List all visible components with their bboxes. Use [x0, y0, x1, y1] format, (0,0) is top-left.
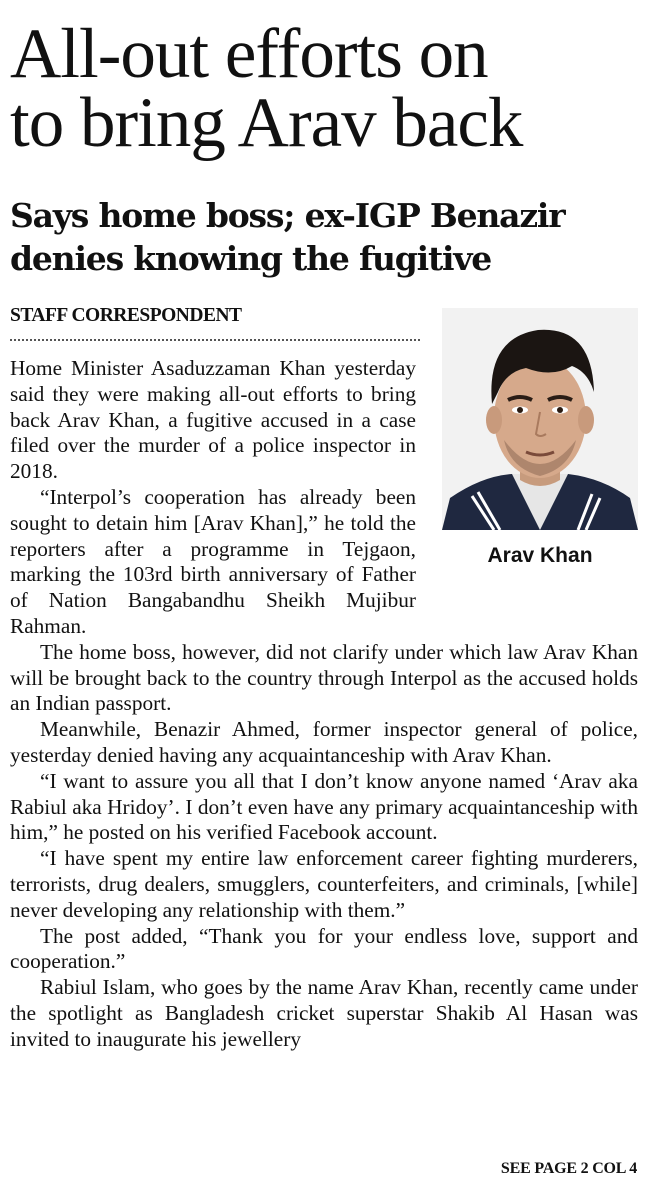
- paragraph: “I want to assure you all that I don’t know anyone named ‘Arav aka Rabiul aka Hridoy’. I don’t even have any primary acquaintanceship with him,” he posted on his verified Facebook account.: [10, 768, 638, 845]
- subheadline-line-2: denies knowing the fugitive: [10, 239, 492, 278]
- paragraph: The home boss, however, did not clarify under which law Arav Khan will be brought back to the country through Interpol as the accused holds an Indian passport.: [10, 639, 638, 716]
- paragraph: “Interpol’s cooperation has already been sought to detain him [Arav Khan],” he told the reporters after a programme in Tejgaon, marking the 103rd birth anniversary of Father of Nation Bangabandhu Sheikh Mujibur Rahman.: [10, 484, 416, 638]
- photo-caption: Arav Khan: [487, 544, 593, 567]
- subheadline: [10, 194, 640, 280]
- headline-line-2: to bring Arav back: [10, 84, 523, 162]
- subheadline-line-1: Says home boss; ex-IGP Benazir: [10, 196, 565, 235]
- byline: STAFF CORRESPONDENT: [10, 305, 242, 326]
- paragraph: “I have spent my entire law enforcement career fighting murderers, terrorists, drug dealers, smugglers, counterfeiters, and criminals, [while] never developing any relationship with them.”: [10, 846, 638, 922]
- paragraph: Home Minister Asaduzzaman Khan yesterday said they were making all-out efforts to bring back Arav Khan, a fugitive accused in a case filed over the murder of a police inspector in 2018.: [10, 356, 416, 484]
- paragraph: Rabiul Islam, who goes by the name Arav Khan, recently came under the spotlight as Bangladesh cricket superstar Shakib Al Hasan was invited to inaugurate his jewellery: [10, 975, 638, 1051]
- continuation-link[interactable]: SEE PAGE 2 COL 4: [500, 1160, 637, 1177]
- headline: [10, 15, 640, 162]
- byline-divider: [10, 339, 420, 341]
- paragraph: Meanwhile, Benazir Ahmed, former inspector general of police, yesterday denied having any acquaintanceship with Arav Khan.: [10, 717, 638, 767]
- paragraph: The post added, “Thank you for your endless love, support and cooperation.”: [10, 923, 638, 974]
- headline-line-1: All-out efforts on: [10, 15, 488, 93]
- photo-wrap-space: [416, 356, 638, 596]
- article-body: [10, 356, 638, 1053]
